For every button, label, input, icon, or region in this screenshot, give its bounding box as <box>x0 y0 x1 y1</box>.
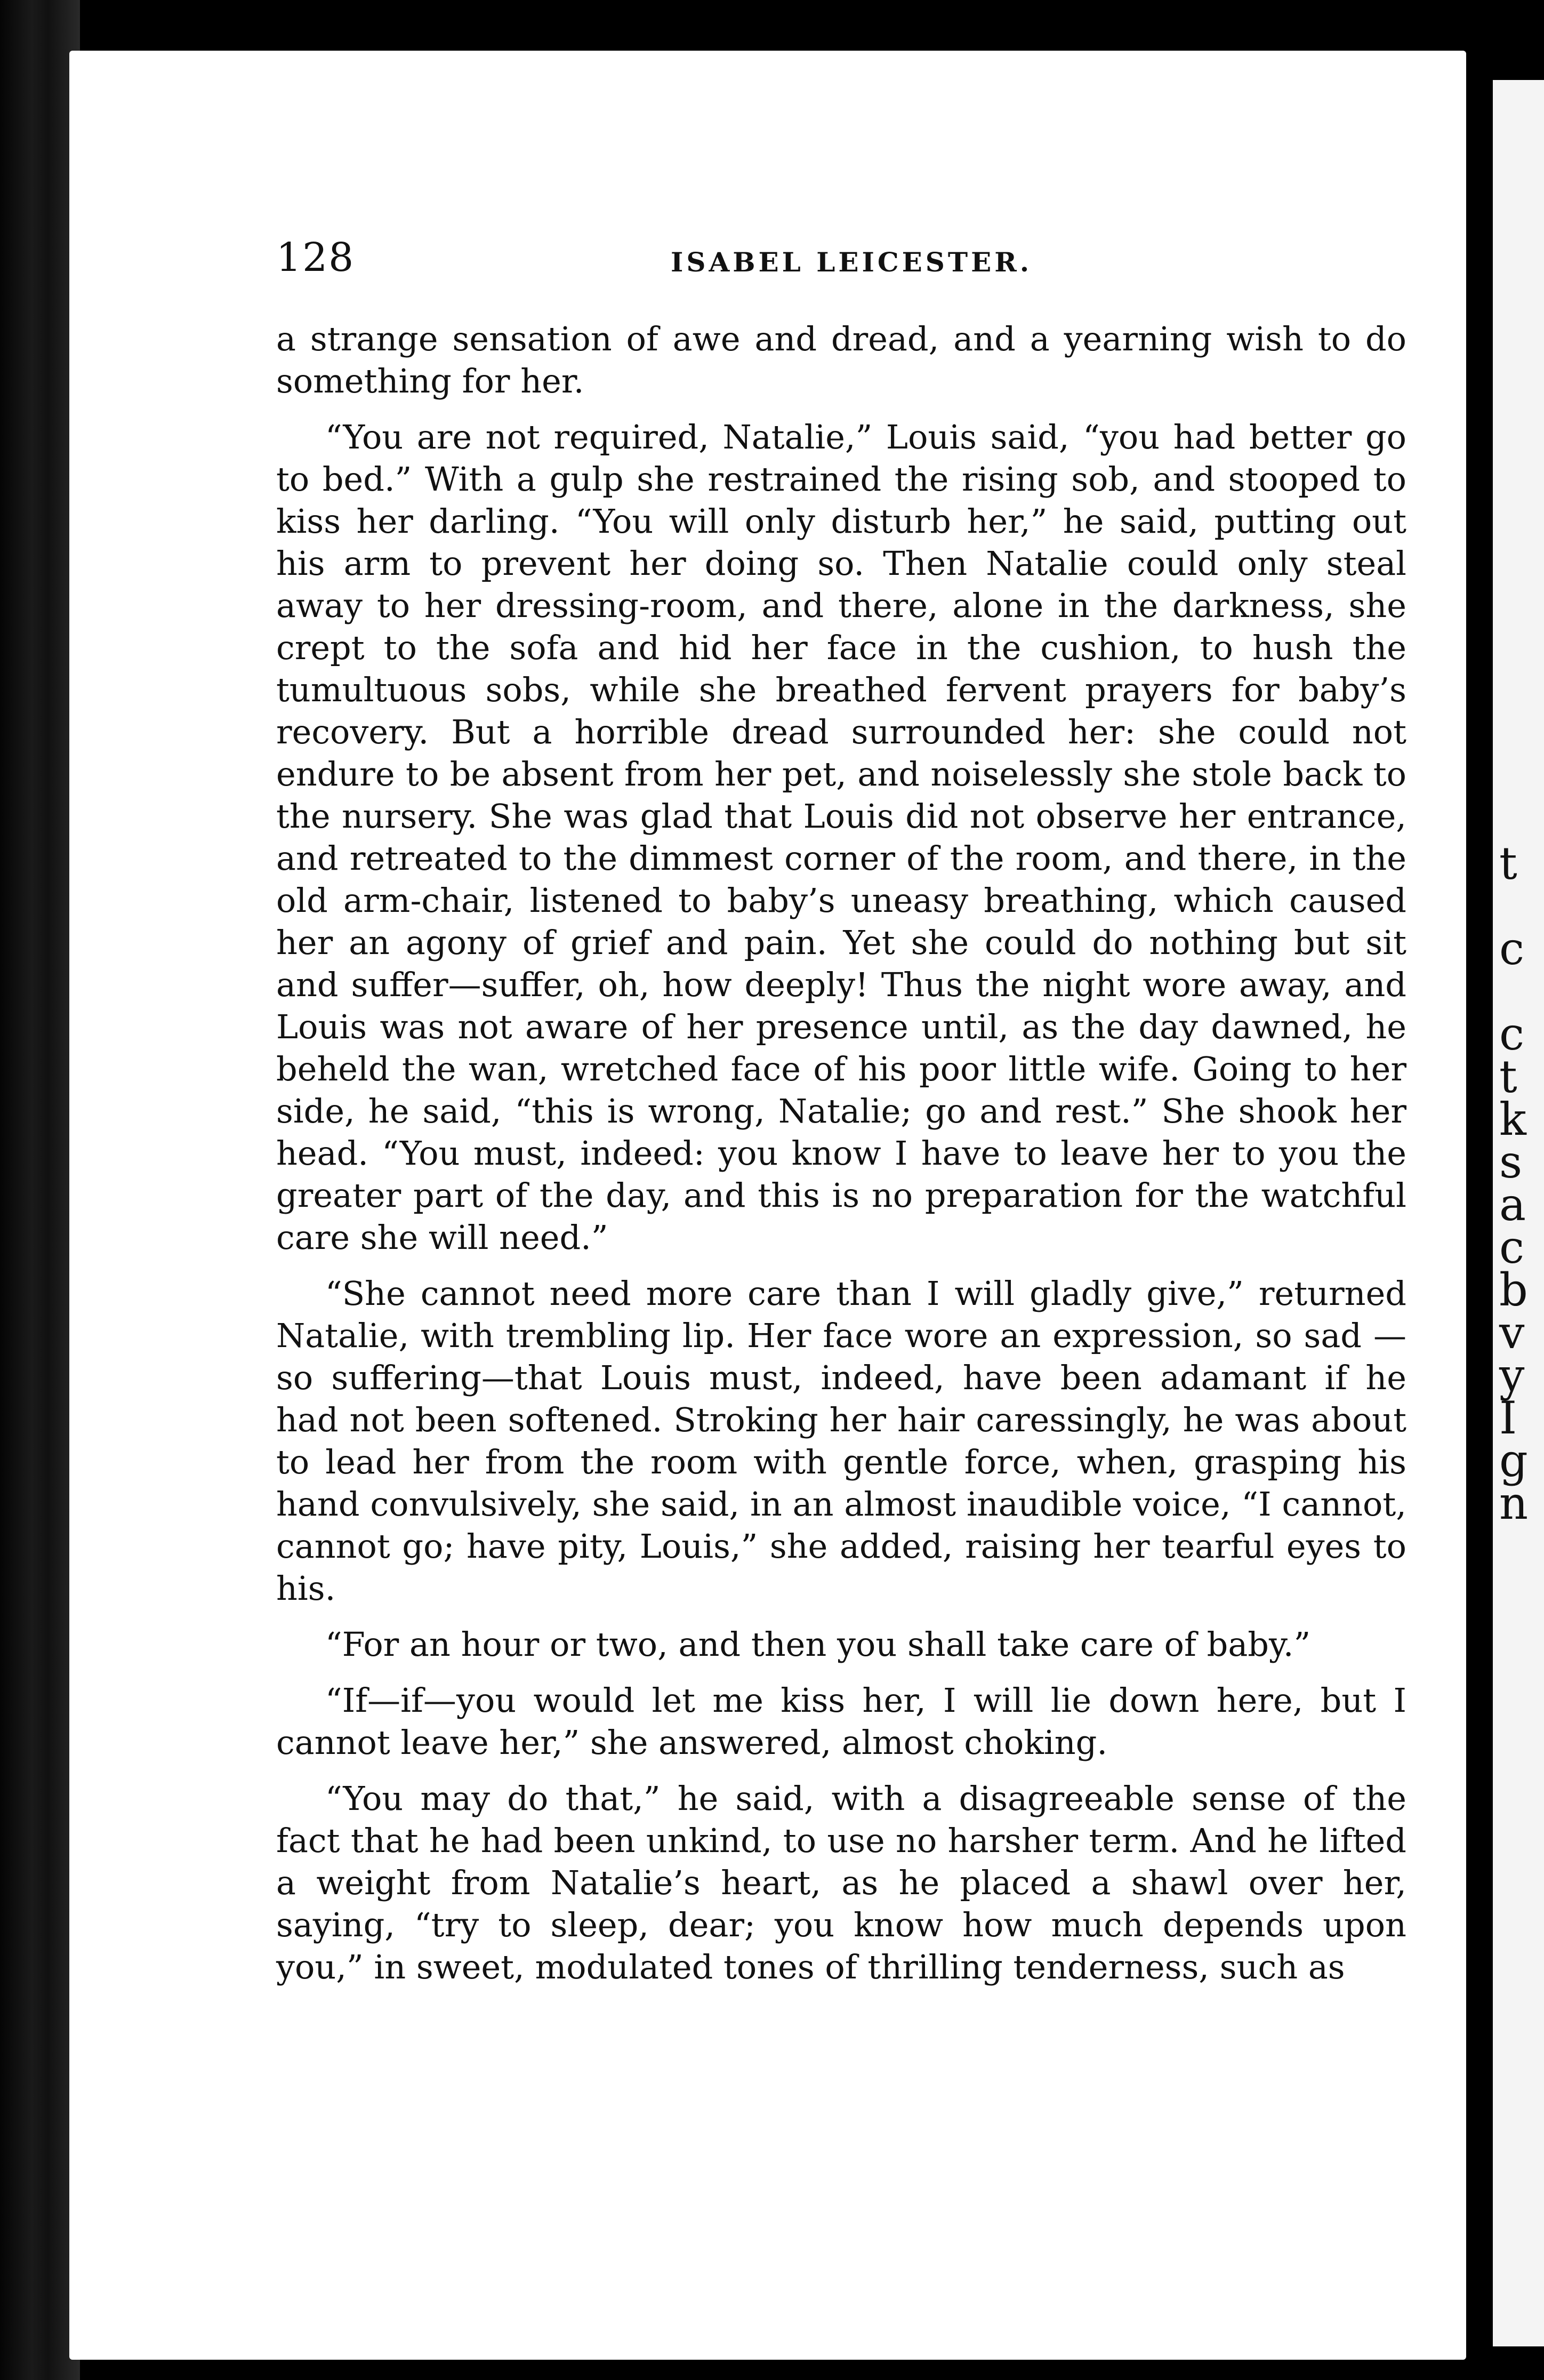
facing-page-fragment: a <box>1499 1179 1526 1231</box>
page-header <box>276 235 1401 293</box>
facing-page-fragment: c <box>1499 1221 1525 1273</box>
facing-page-fragment: t <box>1499 837 1517 890</box>
facing-page-fragment: c <box>1499 1008 1525 1060</box>
page-number: 128 <box>276 235 355 281</box>
facing-page-fragment: s <box>1499 1136 1523 1188</box>
paragraph: “You are not required, Natalie,” Louis said, “you had better go to bed.” With a gulp she restrained the rising sob, and stooped to kiss her darling. “You will only disturb her,” he said, putting out his arm to prevent her doing so. Then Natalie could only steal away to her dressing-room, and there, alone in the darkness, she crept to the sofa and hid her face in the cushion, to hush the tumultuous sobs, while she breathed fervent prayers for baby’s recovery. But a horrible dread surrounded her: she could not endure to be absent from her pet, and noiselessly she stole back to the nursery. She was glad that Louis did not observe her entrance, and retreated to the dimmest corner of the room, and there, in the old arm-chair, listened to baby’s uneasy breathing, which caused her an agony of grief and pain. Yet she could do nothing but sit and suffer—suffer, oh, how deeply! Thus the night wore away, and Louis was not aware of her presence until, as the day dawned, he beheld the wan, wretched face of his poor little wife. Going to her side, he said, “this is wrong, Natalie; go and rest.” She shook her head. “You must, indeed: you know I have to leave her to you the greater part of the day, and this is no preparation for the watchful care she will need.” <box>276 418 1406 1257</box>
facing-page-fragment: c <box>1499 923 1525 975</box>
running-title: ISABEL LEICESTER. <box>671 246 1033 278</box>
paragraph: “For an hour or two, and then you shall take care of baby.” <box>325 1625 1311 1664</box>
book-gutter-edge <box>0 0 80 2380</box>
paragraph: “If—if—you would let me kiss her, I will lie down here, but I cannot leave her,” she answered, almost choking. <box>276 1681 1406 1762</box>
paragraph: “You may do that,” he said, with a disagreeable sense of the fact that he had been unkind, to use no harsher term. And he lifted a weight from Natalie’s heart, as he placed a shawl over her, saying, “try to sleep, dear; you know how much depends upon you,” in sweet, modulated tones of thrilling tenderness, such as <box>276 1779 1406 1986</box>
paragraph: a strange sensation of awe and dread, and a yearning wish to do something for her. <box>276 319 1406 400</box>
facing-page-fragment: k <box>1499 1093 1526 1145</box>
facing-page-fragment: g <box>1499 1435 1528 1487</box>
paragraph: “She cannot need more care than I will gladly give,” returned Natalie, with trembling lip. Her face wore an expression, so sad —so suffering—that Louis must, indeed, have been adamant if he had not been softened. Stroking her hair caressingly, he was about to lead her from the room with gentle force, when, grasping his hand convulsively, she said, in an almost inaudible voice, “I cannot, cannot go; have pity, Louis,” she added, raising her tearful eyes to his. <box>276 1274 1406 1608</box>
facing-page-fragment: b <box>1499 1264 1528 1316</box>
facing-page-fragment: t <box>1499 1051 1517 1103</box>
facing-page-fragment: I <box>1499 1392 1517 1444</box>
facing-page-fragment: v <box>1499 1307 1525 1359</box>
body-text <box>276 318 1406 2002</box>
facing-page-edge <box>1493 80 1544 2346</box>
facing-page-fragment: n <box>1499 1477 1529 1529</box>
facing-page-fragment: y <box>1499 1349 1525 1401</box>
